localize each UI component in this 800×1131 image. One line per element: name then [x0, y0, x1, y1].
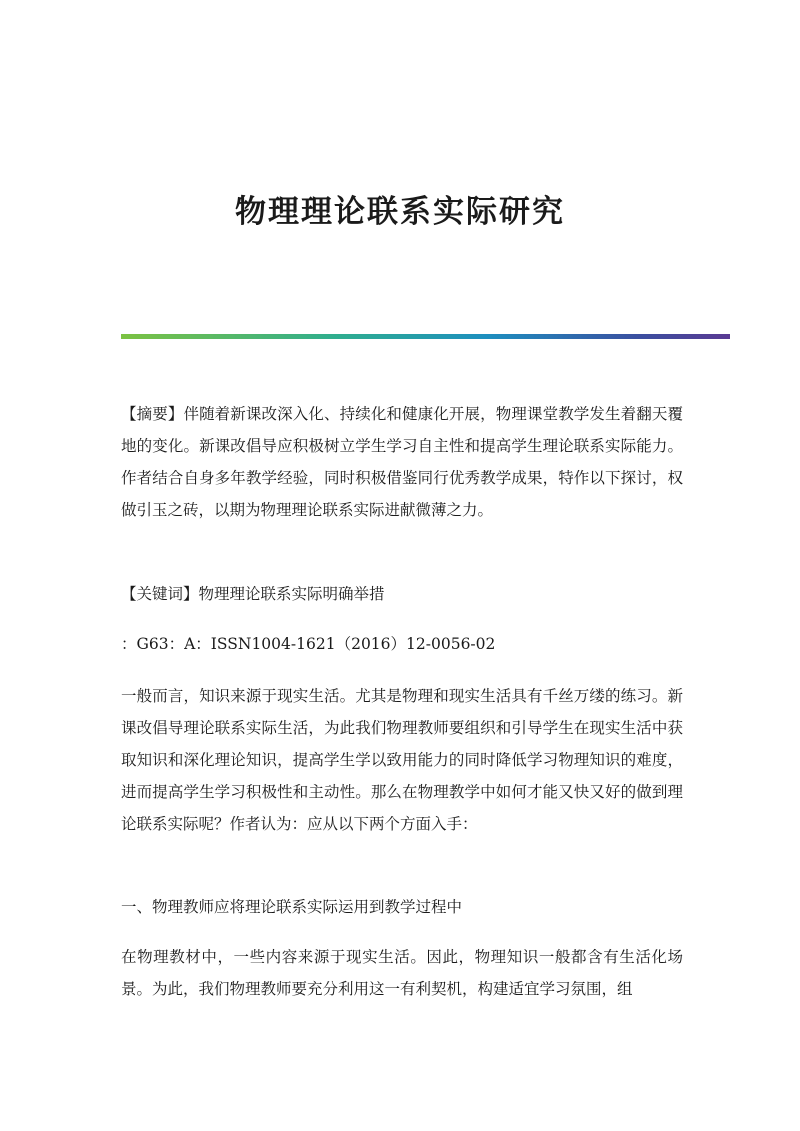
document-title: 物理理论联系实际研究 — [235, 194, 565, 230]
body-paragraph-1: 一般而言，知识来源于现实生活。尤其是物理和现实生活具有千丝万缕的练习。新课改倡导理论联系实际生活，为此我们物理教师要组织和引导学生在现实生活中获取知识和深化理论知识，提高学生学以致用能力的同时降低学习物理知识的难度，进而提高学生学习积极性和主动性。那么在物理教学中如何才能又快又好的做到理论联系实际呢？作者认为：应从以下两个方面入手： — [121, 687, 683, 833]
keywords-line: 【关键词】物理理论联系实际明确举措 — [121, 585, 385, 603]
section-heading-1: 一、物理教师应将理论联系实际运用到教学过程中 — [121, 898, 463, 916]
abstract-paragraph: 【摘要】伴随着新课改深入化、持续化和健康化开展，物理课堂教学发生着翻天覆地的变化。新课改倡导应积极树立学生学习自主性和提高学生理论联系实际能力。作者结合自身多年教学经验，同时积极借鉴同行优秀教学成果，特作以下探讨，权做引玉之砖，以期为物理理论联系实际进献微薄之力。 — [121, 405, 683, 519]
classification-line: ：G63：A：ISSN1004-1621（2016）12-0056-02 — [121, 635, 496, 653]
body-paragraph-2: 在物理教材中，一些内容来源于现实生活。因此，物理知识一般都含有生活化场景。为此，我们物理教师要充分利用这一有利契机，构建适宜学习氛围，组 — [121, 948, 683, 998]
title-divider — [121, 334, 730, 339]
